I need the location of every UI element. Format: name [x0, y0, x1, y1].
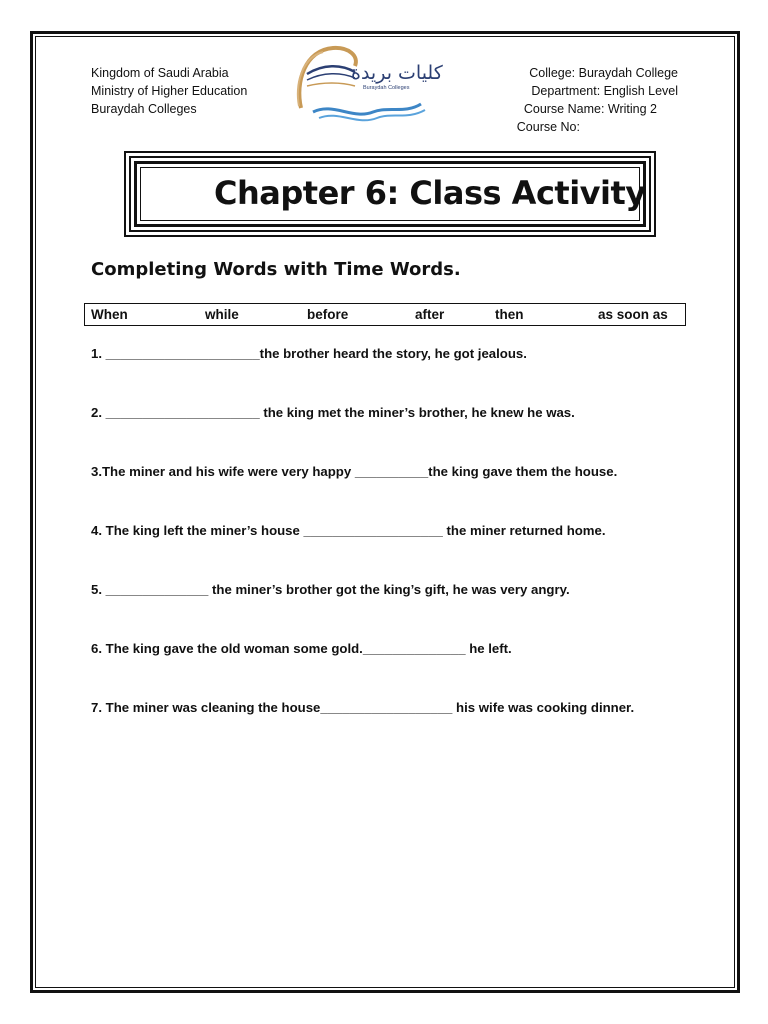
header-right: [517, 64, 678, 136]
word-bank-item: as soon as: [598, 307, 668, 322]
header-college: College: Buraydah College: [529, 66, 678, 80]
exercise-item-1: 1. _____________________the brother heard the story, he got jealous.: [91, 346, 527, 361]
exercise-item-4: 4. The king left the miner’s house ___________________ the miner returned home.: [91, 523, 606, 538]
title-box: [124, 151, 656, 237]
header-course-no: Course No:: [516, 120, 580, 134]
logo-arabic-text: كليات بريدة: [351, 62, 443, 84]
logo-english-text: Buraydah Colleges: [363, 85, 410, 91]
header-course-name: Course Name: Writing 2: [523, 102, 657, 116]
college-logo: [293, 42, 443, 126]
word-bank-item: When: [91, 307, 128, 322]
college-logo-icon: [293, 42, 443, 126]
word-bank-item: after: [415, 307, 445, 322]
header-department: Department: English Level: [531, 84, 678, 98]
word-bank-item: then: [495, 307, 524, 322]
word-bank: [84, 303, 686, 326]
exercise-item-2: 2. _____________________ the king met the miner’s brother, he knew he was.: [91, 405, 575, 420]
header-ministry: Ministry of Higher Education: [91, 84, 248, 98]
section-title: Completing Words with Time Words.: [91, 259, 461, 280]
header-left: [91, 64, 247, 118]
exercise-item-3: 3.The miner and his wife were very happy __________the king gave them the house.: [91, 464, 618, 479]
header-institution: Buraydah Colleges: [91, 102, 197, 116]
header-country: Kingdom of Saudi Arabia: [91, 66, 229, 80]
page-title: Chapter 6: Class Activity: [214, 174, 646, 212]
exercise-item-7: 7. The miner was cleaning the house__________________ his wife was cooking dinner.: [91, 700, 635, 715]
exercise-item-5: 5. ______________ the miner’s brother got the king’s gift, he was very angry.: [91, 582, 570, 597]
exercise-item-6: 6. The king gave the old woman some gold.______________ he left.: [91, 641, 512, 656]
word-bank-item: while: [205, 307, 239, 322]
word-bank-item: before: [307, 307, 349, 322]
